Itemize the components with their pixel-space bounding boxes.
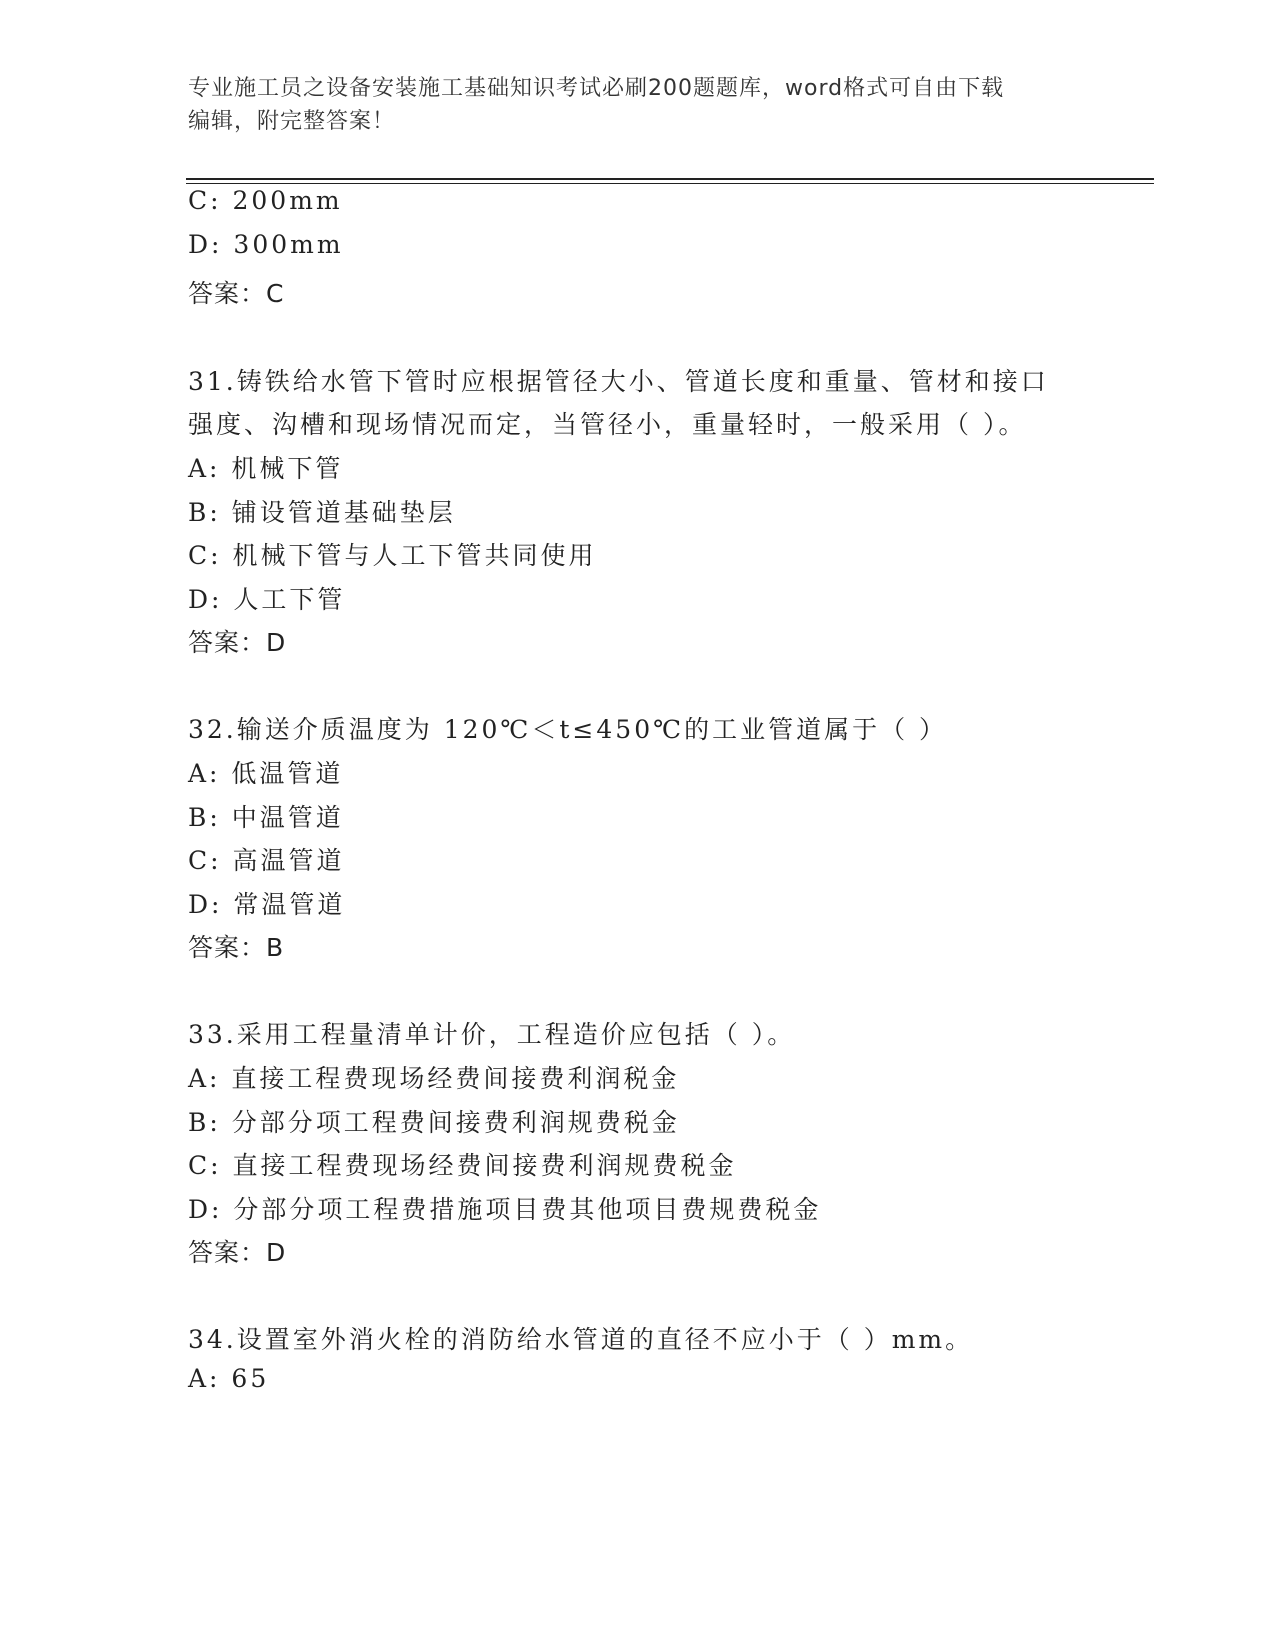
prev-answer: 答案：C bbox=[188, 279, 285, 308]
q32-option-a: A: 低温管道 bbox=[188, 759, 344, 788]
q32-option-d: D: 常温管道 bbox=[188, 890, 346, 919]
document-header bbox=[188, 72, 1088, 138]
q31-option-d: D: 人工下管 bbox=[188, 585, 346, 614]
q32-option-b: B: 中温管道 bbox=[188, 803, 344, 832]
q34-option-a: A: 65 bbox=[188, 1364, 270, 1393]
header-divider bbox=[186, 178, 1154, 180]
header-title-line-1: 专业施工员之设备安装施工基础知识考试必刷200题题库，word格式可自由下载 bbox=[188, 76, 1005, 101]
q31-option-a: A: 机械下管 bbox=[188, 454, 344, 483]
header-divider-thin bbox=[186, 183, 1154, 184]
q31-option-b: B: 铺设管道基础垫层 bbox=[188, 498, 456, 527]
q31-stem-line-2: 强度、沟槽和现场情况而定，当管径小，重量轻时，一般采用（ ）。 bbox=[188, 410, 1027, 439]
q33-option-c: C: 直接工程费现场经费间接费利润规费税金 bbox=[188, 1151, 737, 1180]
header-title-line-2: 编辑，附完整答案！ bbox=[188, 109, 396, 134]
q32-stem-line-1: 32.输送介质温度为 120℃＜t≤450℃的工业管道属于（ ） bbox=[188, 715, 948, 744]
q33-answer: 答案：D bbox=[188, 1238, 287, 1267]
q33-option-d: D: 分部分项工程费措施项目费其他项目费规费税金 bbox=[188, 1195, 822, 1224]
q31-stem-line-1: 31.铸铁给水管下管时应根据管径大小、管道长度和重量、管材和接口 bbox=[188, 367, 1049, 396]
q33-option-b: B: 分部分项工程费间接费利润规费税金 bbox=[188, 1108, 680, 1137]
q31-answer: 答案：D bbox=[188, 628, 287, 657]
q31-option-c: C: 机械下管与人工下管共同使用 bbox=[188, 541, 597, 570]
prev-option-d: D: 300mm bbox=[188, 230, 344, 259]
q34-stem-line-1: 34.设置室外消火栓的消防给水管道的直径不应小于（ ）mm。 bbox=[188, 1325, 974, 1354]
q32-answer: 答案：B bbox=[188, 933, 285, 962]
prev-option-c: C: 200mm bbox=[188, 186, 343, 215]
q33-option-a: A: 直接工程费现场经费间接费利润税金 bbox=[188, 1064, 680, 1093]
q33-stem-line-1: 33.采用工程量清单计价，工程造价应包括（ ）。 bbox=[188, 1020, 796, 1049]
q32-option-c: C: 高温管道 bbox=[188, 846, 345, 875]
